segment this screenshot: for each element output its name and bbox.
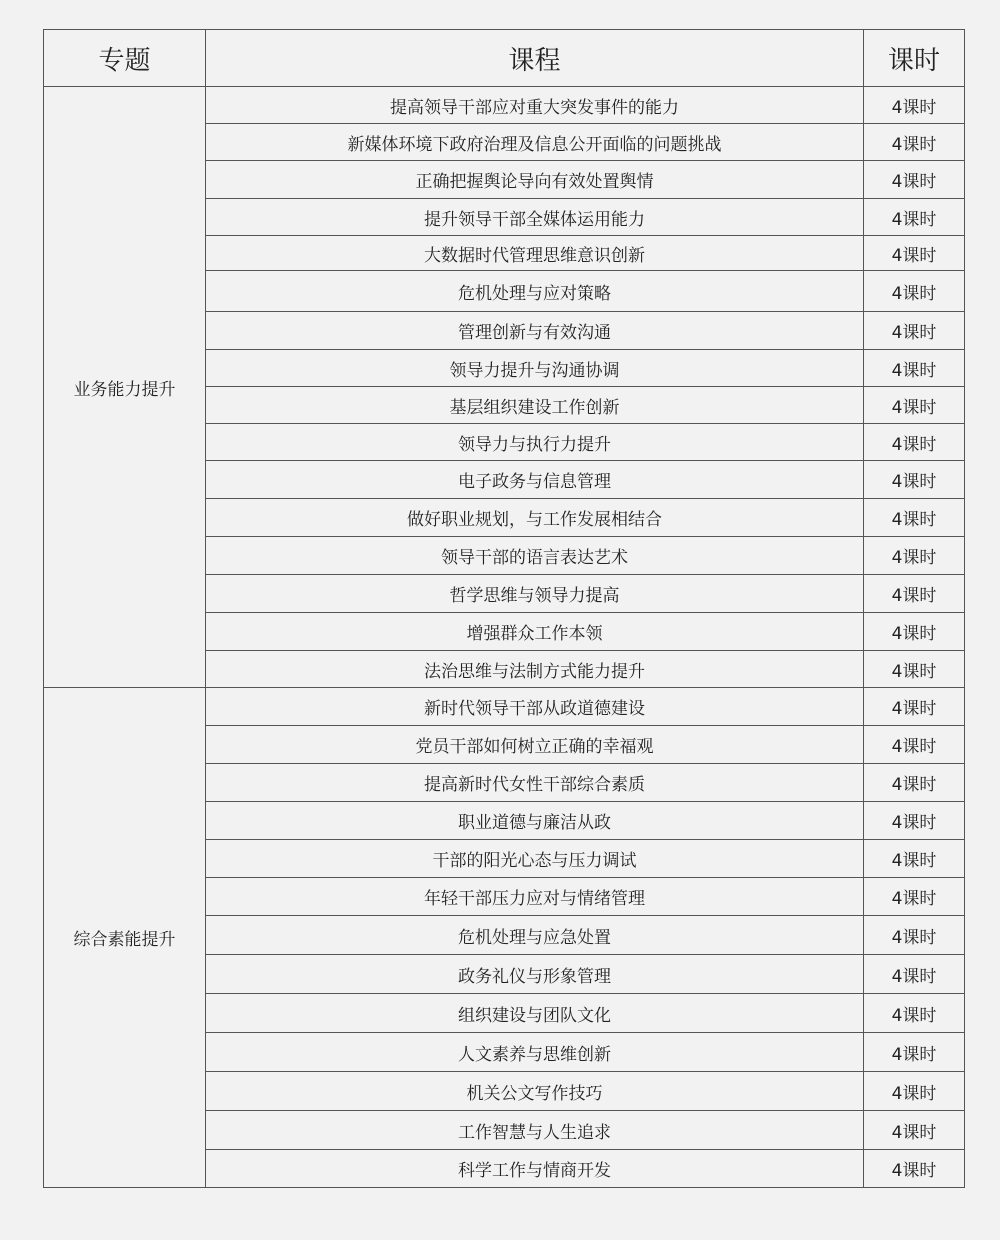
course-cell: 机关公文写作技巧: [206, 1072, 864, 1111]
hours-cell: 4课时: [864, 840, 965, 878]
hours-cell: 4课时: [864, 575, 965, 613]
topic-cell: 业务能力提升: [44, 87, 206, 688]
course-cell: 职业道德与廉洁从政: [206, 802, 864, 840]
course-cell: 增强群众工作本领: [206, 613, 864, 651]
hours-cell: 4课时: [864, 461, 965, 499]
course-cell: 领导力与执行力提升: [206, 424, 864, 461]
course-cell: 提升领导干部全媒体运用能力: [206, 199, 864, 236]
course-cell: 干部的阳光心态与压力调试: [206, 840, 864, 878]
hours-cell: 4课时: [864, 651, 965, 688]
course-cell: 提高新时代女性干部综合素质: [206, 764, 864, 802]
hours-cell: 4课时: [864, 994, 965, 1033]
header-hours: 课时: [864, 30, 965, 87]
course-cell: 正确把握舆论导向有效处置舆情: [206, 161, 864, 199]
hours-cell: 4课时: [864, 726, 965, 764]
course-cell: 新媒体环境下政府治理及信息公开面临的问题挑战: [206, 124, 864, 161]
course-cell: 组织建设与团队文化: [206, 994, 864, 1033]
table-header: [44, 30, 965, 87]
hours-cell: 4课时: [864, 1150, 965, 1188]
hours-cell: 4课时: [864, 537, 965, 575]
course-cell: 危机处理与应对策略: [206, 271, 864, 312]
hours-cell: 4课时: [864, 124, 965, 161]
hours-cell: 4课时: [864, 499, 965, 537]
hours-cell: 4课时: [864, 350, 965, 387]
course-cell: 政务礼仪与形象管理: [206, 955, 864, 994]
course-cell: 法治思维与法制方式能力提升: [206, 651, 864, 688]
course-cell: 基层组织建设工作创新: [206, 387, 864, 424]
course-cell: 年轻干部压力应对与情绪管理: [206, 878, 864, 916]
hours-cell: 4课时: [864, 1072, 965, 1111]
course-cell: 工作智慧与人生追求: [206, 1111, 864, 1150]
hours-cell: 4课时: [864, 312, 965, 350]
course-cell: 电子政务与信息管理: [206, 461, 864, 499]
header-topic: 专题: [44, 30, 206, 87]
hours-cell: 4课时: [864, 955, 965, 994]
course-cell: 管理创新与有效沟通: [206, 312, 864, 350]
hours-cell: 4课时: [864, 916, 965, 955]
hours-cell: 4课时: [864, 161, 965, 199]
course-cell: 新时代领导干部从政道德建设: [206, 688, 864, 726]
hours-cell: 4课时: [864, 688, 965, 726]
course-cell: 科学工作与情商开发: [206, 1150, 864, 1188]
hours-cell: 4课时: [864, 613, 965, 651]
course-cell: 哲学思维与领导力提高: [206, 575, 864, 613]
hours-cell: 4课时: [864, 424, 965, 461]
hours-cell: 4课时: [864, 878, 965, 916]
hours-cell: 4课时: [864, 1111, 965, 1150]
course-cell: 领导干部的语言表达艺术: [206, 537, 864, 575]
hours-cell: 4课时: [864, 802, 965, 840]
hours-cell: 4课时: [864, 87, 965, 124]
course-table: [43, 29, 965, 1188]
hours-cell: 4课时: [864, 387, 965, 424]
hours-cell: 4课时: [864, 271, 965, 312]
table-body: [44, 87, 965, 1188]
header-row: [44, 30, 965, 87]
course-cell: 危机处理与应急处置: [206, 916, 864, 955]
hours-cell: 4课时: [864, 236, 965, 271]
hours-cell: 4课时: [864, 764, 965, 802]
course-cell: 领导力提升与沟通协调: [206, 350, 864, 387]
topic-cell: 综合素能提升: [44, 688, 206, 1188]
course-cell: 提高领导干部应对重大突发事件的能力: [206, 87, 864, 124]
course-cell: 党员干部如何树立正确的幸福观: [206, 726, 864, 764]
header-course: 课程: [206, 30, 864, 87]
course-cell: 人文素养与思维创新: [206, 1033, 864, 1072]
hours-cell: 4课时: [864, 1033, 965, 1072]
course-cell: 做好职业规划，与工作发展相结合: [206, 499, 864, 537]
hours-cell: 4课时: [864, 199, 965, 236]
course-cell: 大数据时代管理思维意识创新: [206, 236, 864, 271]
table-row: [44, 688, 965, 726]
table-row: [44, 87, 965, 124]
